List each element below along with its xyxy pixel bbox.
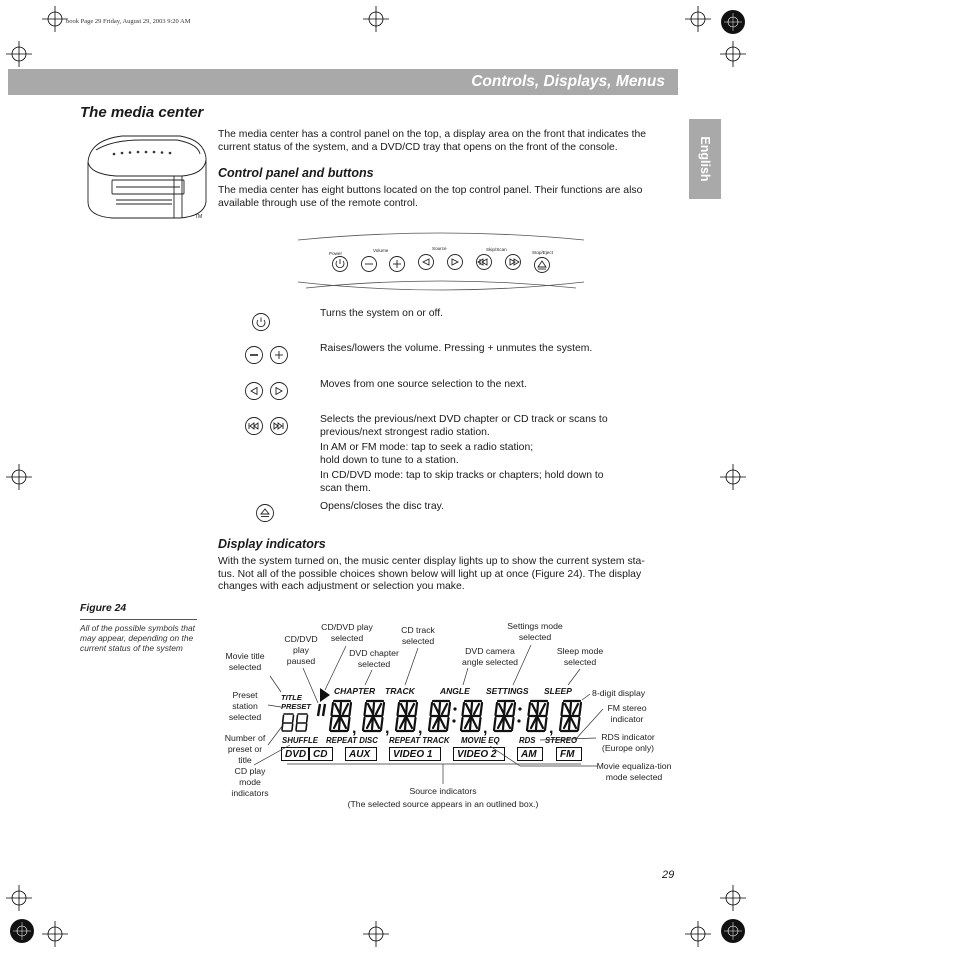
callout-eight-digit: 8-digit display	[592, 688, 646, 698]
source-description: Moves from one source selection to the next.	[320, 379, 527, 390]
callout-source-indicators: Source indicators	[409, 786, 477, 796]
power-description: Turns the system on or off.	[320, 308, 444, 319]
panel-label-stop: Stop/Eject	[532, 250, 553, 255]
display-word-repeat-track: REPEAT TRACK	[389, 736, 450, 745]
section-title: The media center	[80, 104, 204, 121]
callout-settings-mode: Settings mode selected	[507, 621, 563, 642]
panel-label-power: Power	[329, 251, 343, 256]
source-box-fm: FM	[556, 747, 582, 761]
figure-note: All of the possible symbols that may appear, depending on the current status of the system	[80, 623, 195, 653]
source-box-aux: AUX	[345, 747, 377, 761]
panel-label-source: Source	[432, 246, 447, 251]
display-word-angle: ANGLE	[440, 686, 470, 696]
callout-number-preset: Number of preset or title	[224, 733, 266, 765]
callout-movie-eq: Movie equaliza-tion mode selected	[596, 761, 672, 782]
display-word-rds: RDS	[519, 736, 536, 745]
language-tab-label: English	[698, 136, 712, 182]
svg-text:,: ,	[549, 720, 554, 737]
control-panel-heading: Control panel and buttons	[218, 166, 374, 180]
callout-preset-station: Preset station selected	[228, 690, 262, 722]
callout-cd-dvd-paused: CD/DVD play paused	[284, 634, 318, 666]
source-box-cd: CD	[309, 747, 333, 761]
callout-source-note: (The selected source appears in an outlined box.)	[347, 799, 539, 809]
display-word-shuffle: SHUFFLE	[282, 736, 318, 745]
display-word-chapter: CHAPTER	[334, 686, 376, 696]
source-box-video2: VIDEO 2	[453, 747, 505, 761]
callout-cd-dvd-play: CD/DVD play selected	[321, 622, 373, 643]
callout-movie-title: Movie title selected	[225, 651, 265, 672]
callout-dvd-camera: DVD camera angle selected	[461, 646, 519, 667]
figure-caption: Figure 24	[80, 603, 127, 614]
svg-text:,: ,	[385, 720, 390, 737]
callout-cd-track: CD track selected	[401, 625, 435, 646]
skip-description: Selects the previous/next DVD chapter or CD track or scans to previous/next strongest radio station. In AM or FM mode: tap to seek a radio station; hold down to tune to a station. In CD/DVD mode: tap to skip tracks or chapters; hold down to scan them.	[320, 414, 608, 494]
callout-rds-indicator: RDS indicator (Europe only)	[601, 732, 655, 753]
panel-label-skip: Skip/Scan	[486, 247, 507, 252]
source-box-am: AM	[517, 747, 543, 761]
intro-paragraph: The media center has a control panel on the top, a display area on the front that indicates the current status of the system, and a DVD/CD tray that opens on the front of the console.	[218, 129, 647, 153]
control-panel-paragraph: The media center has eight buttons located on the top control panel. Their functions are also available through use of the remote control.	[218, 185, 643, 209]
trademark-mark: TM	[195, 214, 203, 220]
panel-label-volume: Volume	[373, 248, 389, 253]
display-indicators-heading: Display indicators	[218, 537, 326, 551]
display-word-settings: SETTINGS	[486, 686, 529, 696]
eject-description: Opens/closes the disc tray.	[320, 501, 444, 512]
display-word-track: TRACK	[385, 686, 415, 696]
callout-sleep-mode: Sleep mode selected	[556, 646, 604, 667]
volume-description: Raises/lowers the volume. Pressing + unmutes the system.	[320, 343, 593, 354]
svg-text:,: ,	[483, 720, 488, 737]
page-number: 29	[662, 869, 675, 881]
callout-dvd-chapter: DVD chapter selected	[349, 648, 399, 669]
print-slug: book Page 29 Friday, August 29, 2003 9:20 AM	[66, 18, 191, 25]
display-word-preset: PRESET	[281, 702, 312, 711]
source-box-video1: VIDEO 1	[389, 747, 441, 761]
display-word-title: TITLE	[281, 693, 302, 702]
callout-fm-stereo: FM stereo indicator	[607, 703, 647, 724]
svg-text:,: ,	[352, 720, 357, 737]
display-word-repeat-disc: REPEAT DISC	[326, 736, 378, 745]
display-word-sleep: SLEEP	[544, 686, 572, 696]
chapter-title: Controls, Displays, Menus	[471, 73, 665, 90]
display-word-movie-eq: MOVIE EQ	[461, 736, 500, 745]
svg-text:,: ,	[418, 720, 423, 737]
display-word-stereo: STEREO	[545, 736, 578, 745]
source-box-dvd: DVD	[281, 747, 309, 761]
display-indicators-paragraph: With the system turned on, the music center display lights up to show the current system sta- tus. Not all of the possible choices shown below will light up at once (Figure 24). The display changes with each adjustment or selection you make.	[218, 556, 645, 593]
callout-cd-play-mode: CD play mode indicators	[231, 766, 269, 798]
